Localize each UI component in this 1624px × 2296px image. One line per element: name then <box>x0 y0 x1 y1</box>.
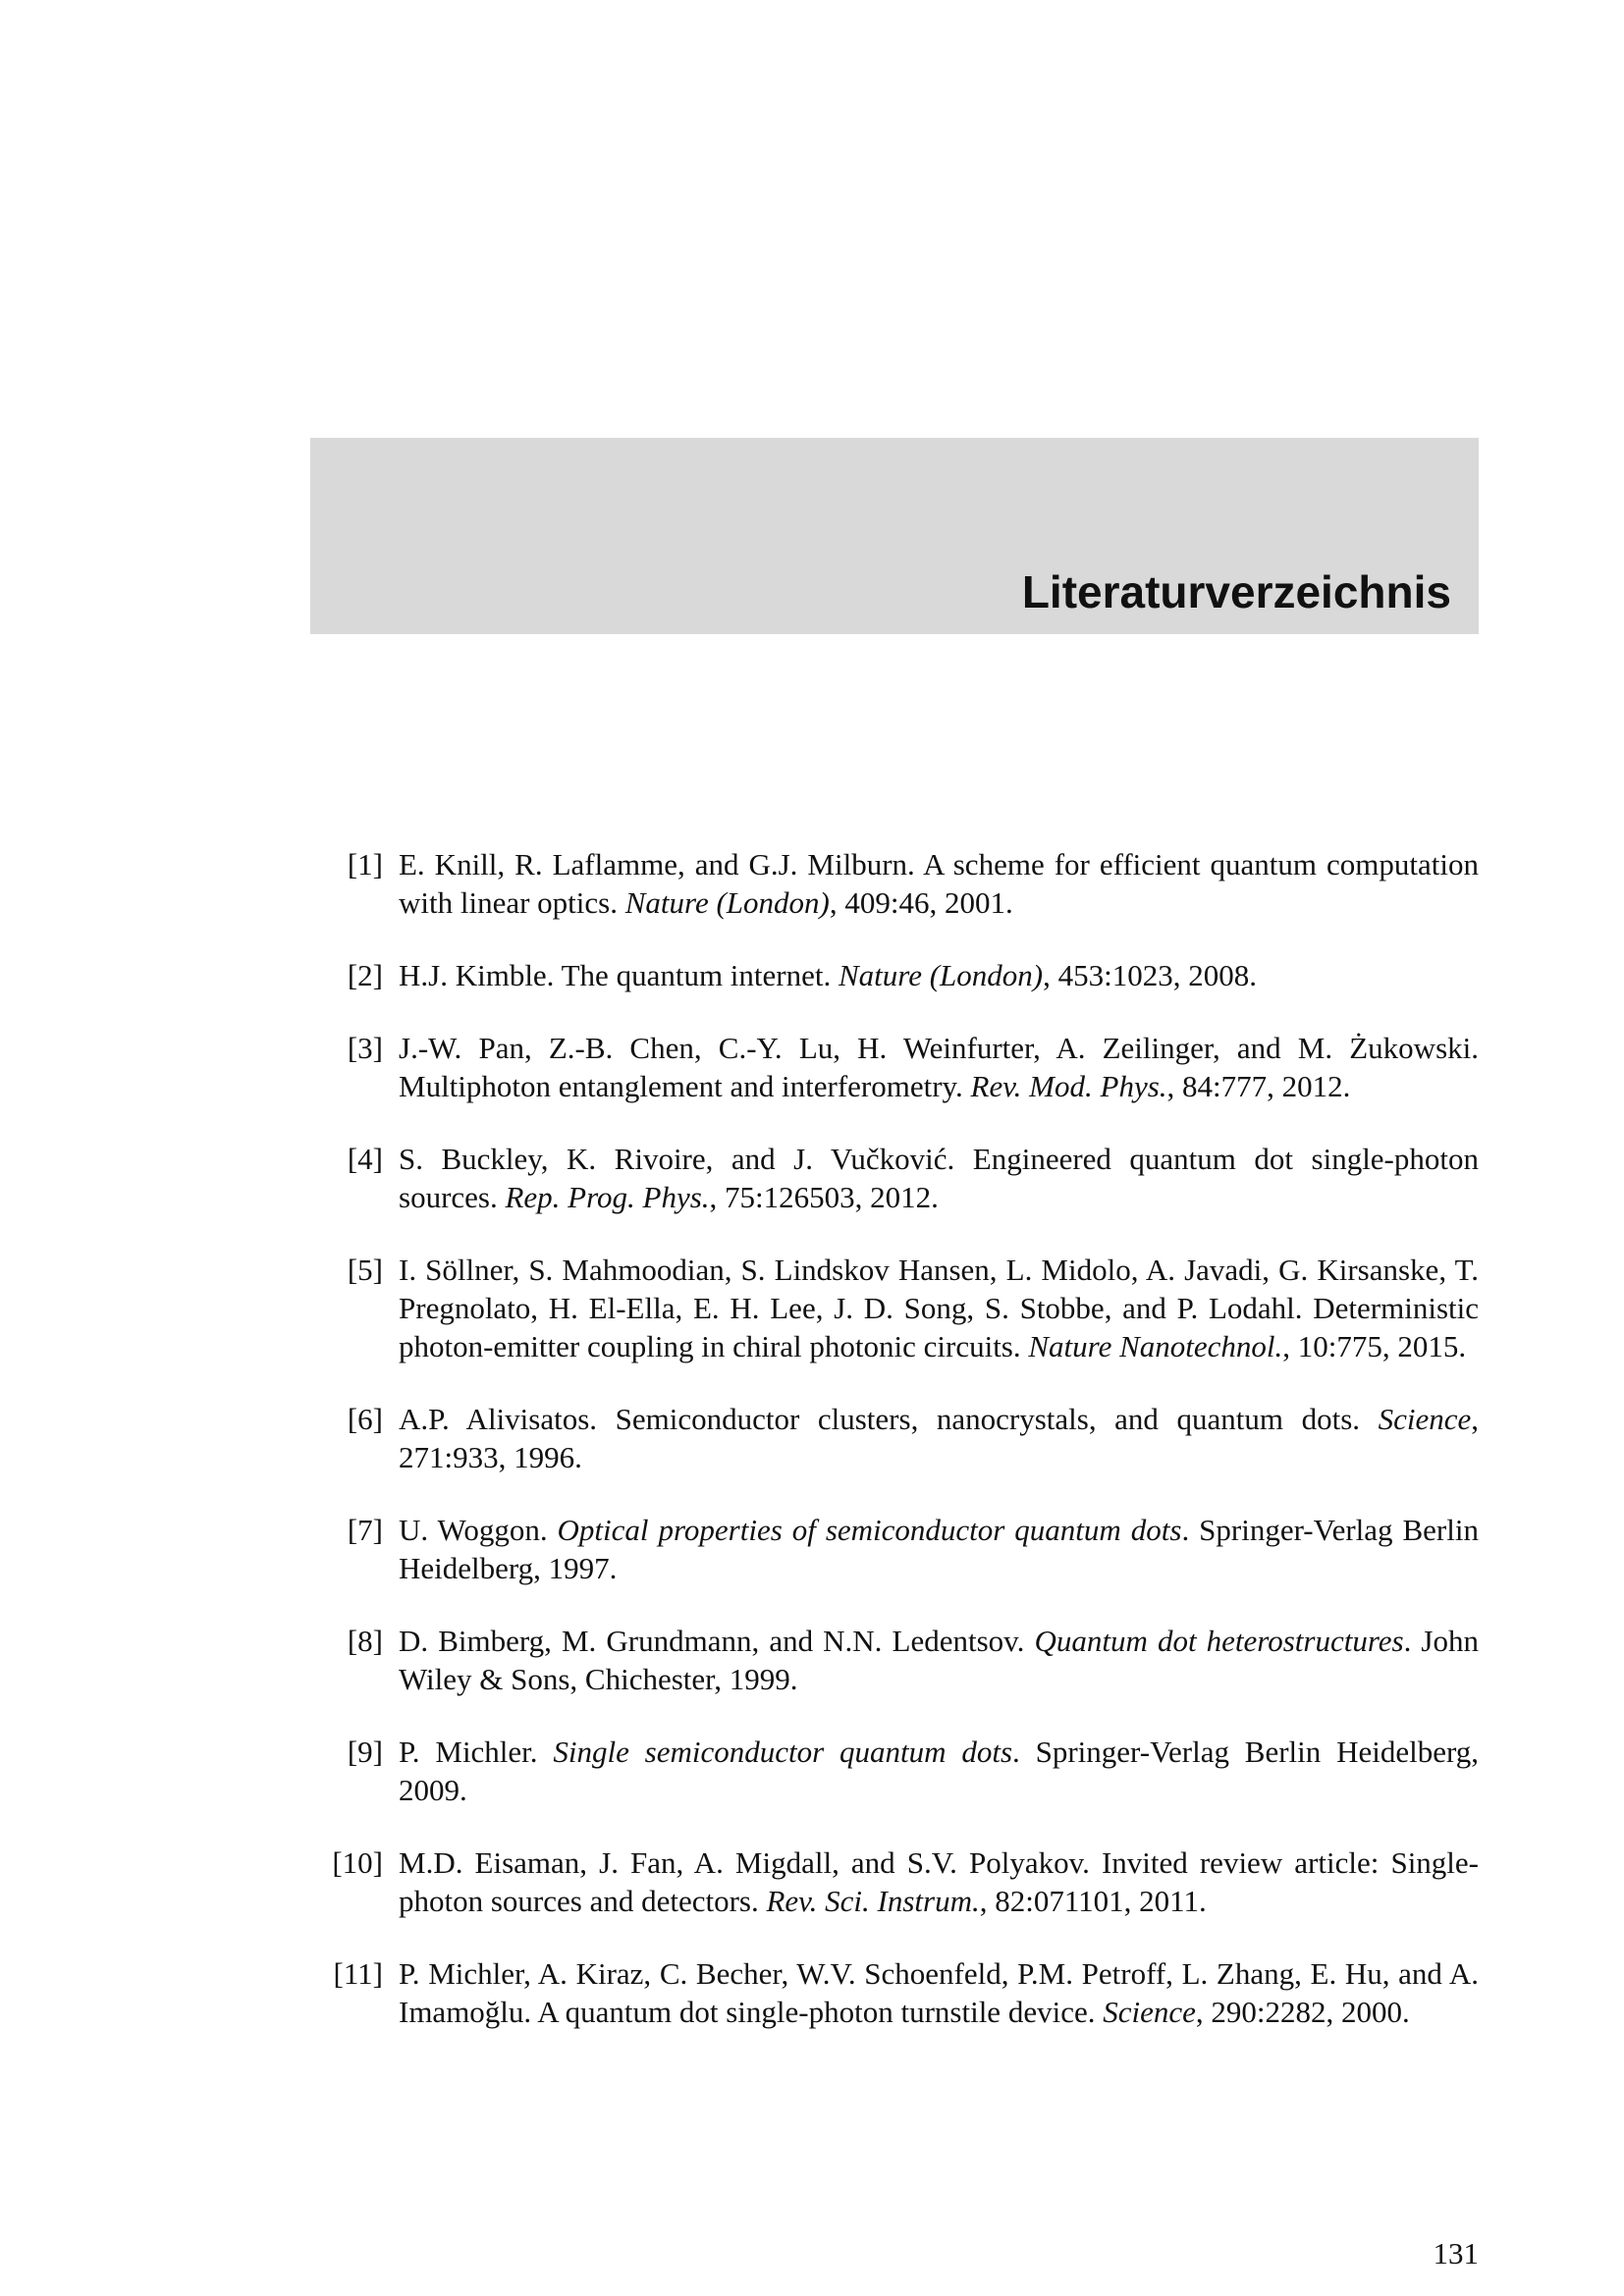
reference-item <box>310 1733 1479 1809</box>
reference-number: [4] <box>347 1142 383 1176</box>
reference-source: Single semiconductor quantum dots <box>553 1735 1013 1769</box>
reference-number: [11] <box>333 1956 383 1991</box>
reference-text <box>399 1622 1479 1698</box>
reference-segment: E. Knill, R. Laflamme, and G.J. Milburn. A scheme for efficient quantum computation with linear optics. <box>399 847 1479 920</box>
reference-source: Quantum dot heterostructures <box>1034 1624 1404 1658</box>
reference-segment: I. Söllner, S. Mahmoodian, S. Lindskov Hansen, L. Midolo, A. Javadi, G. Kirsanske, T. Pregnolato, H. El-Ella, E. H. Lee, J. D. Song, S. Stobbe, and P. Lodahl. Deterministic photon-emitter coupling in chiral photonic circuits. <box>399 1253 1479 1363</box>
reference-item <box>310 1029 1479 1105</box>
reference-number: [2] <box>347 958 383 992</box>
reference-text <box>399 1029 1479 1105</box>
reference-segment: S. Buckley, K. Rivoire, and J. Vučković. Engineered quantum dot single-photon sources. <box>399 1142 1479 1214</box>
reference-text <box>399 1511 1479 1587</box>
reference-text <box>399 1251 1479 1365</box>
reference-source: Science <box>1378 1402 1472 1436</box>
reference-segment: . John Wiley & Sons, Chichester, 1999. <box>399 1624 1479 1696</box>
reference-item <box>310 1511 1479 1587</box>
reference-segment: , 290:2282, 2000. <box>1195 1995 1410 2029</box>
reference-source: Optical properties of semiconductor quantum dots <box>557 1513 1182 1547</box>
reference-segment: . Springer-Verlag Berlin Heidelberg, 2009. <box>399 1735 1479 1807</box>
reference-source: Nature (London) <box>624 885 830 920</box>
reference-number: [9] <box>347 1735 383 1769</box>
reference-text <box>399 1954 1479 2031</box>
reference-item <box>310 845 1479 922</box>
reference-text <box>399 956 1479 994</box>
reference-item <box>310 1140 1479 1216</box>
reference-text <box>399 1733 1479 1809</box>
reference-item <box>310 1622 1479 1698</box>
reference-text <box>399 845 1479 922</box>
reference-segment: H.J. Kimble. The quantum internet. <box>399 958 839 992</box>
chapter-header <box>310 438 1479 634</box>
reference-number: [1] <box>347 847 383 881</box>
reference-segment: P. Michler, A. Kiraz, C. Becher, W.V. Schoenfeld, P.M. Petroff, L. Zhang, E. Hu, and A. Imamoğlu. A quantum dot single-photon turnstile device. <box>399 1956 1479 2029</box>
reference-segment: , 84:777, 2012. <box>1166 1069 1351 1103</box>
reference-source: Nature (London) <box>839 958 1044 992</box>
reference-segment: J.-W. Pan, Z.-B. Chen, C.-Y. Lu, H. Weinfurter, A. Zeilinger, and M. Żukowski. Multiphoton entanglement and interferometry. <box>399 1031 1479 1103</box>
reference-number: [10] <box>332 1845 383 1880</box>
reference-list <box>310 845 1479 2065</box>
reference-source: Science <box>1103 1995 1196 2029</box>
reference-text <box>399 1843 1479 1920</box>
page-number: 131 <box>1433 2236 1479 2270</box>
reference-text <box>399 1400 1479 1476</box>
reference-segment: . Springer-Verlag Berlin Heidelberg, 1997. <box>399 1513 1479 1585</box>
reference-item <box>310 1954 1479 2031</box>
reference-segment: U. Woggon. <box>399 1513 558 1547</box>
reference-segment: , 453:1023, 2008. <box>1043 958 1257 992</box>
reference-item <box>310 956 1479 994</box>
reference-item <box>310 1843 1479 1920</box>
reference-number: [6] <box>347 1402 383 1436</box>
reference-source: Rep. Prog. Phys. <box>505 1180 710 1214</box>
reference-number: [3] <box>347 1031 383 1065</box>
reference-segment: , 82:071101, 2011. <box>979 1884 1207 1918</box>
reference-source: Rev. Sci. Instrum. <box>766 1884 980 1918</box>
reference-number: [7] <box>347 1513 383 1547</box>
reference-number: [8] <box>347 1624 383 1658</box>
reference-number: [5] <box>347 1253 383 1287</box>
reference-source: Rev. Mod. Phys. <box>970 1069 1167 1103</box>
reference-item <box>310 1251 1479 1365</box>
reference-segment: , 75:126503, 2012. <box>709 1180 939 1214</box>
reference-segment: A.P. Alivisatos. Semiconductor clusters, nanocrystals, and quantum dots. <box>399 1402 1379 1436</box>
reference-item <box>310 1400 1479 1476</box>
reference-segment: M.D. Eisaman, J. Fan, A. Migdall, and S.V. Polyakov. Invited review article: Single-photon sources and detectors. <box>399 1845 1479 1918</box>
reference-segment: D. Bimberg, M. Grundmann, and N.N. Ledentsov. <box>399 1624 1035 1658</box>
reference-segment: , 10:775, 2015. <box>1282 1329 1467 1363</box>
reference-segment: , 271:933, 1996. <box>399 1402 1479 1474</box>
reference-segment: P. Michler. <box>399 1735 554 1769</box>
chapter-title: Literaturverzeichnis <box>1021 566 1451 617</box>
reference-text <box>399 1140 1479 1216</box>
reference-source: Nature Nanotechnol. <box>1028 1329 1283 1363</box>
reference-segment: , 409:46, 2001. <box>829 885 1013 920</box>
